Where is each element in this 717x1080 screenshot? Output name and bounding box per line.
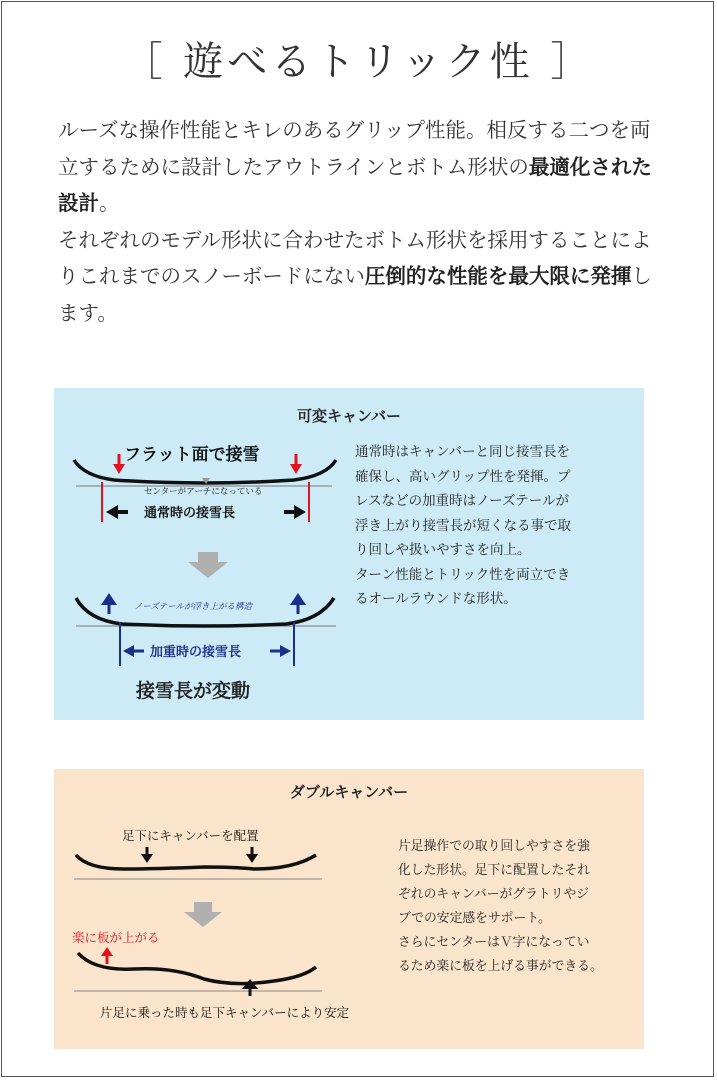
lifted-board [78, 953, 316, 984]
center-arch-label: センターがアーチになっている [144, 487, 263, 497]
loaded-length-label: 加重時の接雪長 [150, 645, 242, 660]
nose-tail-label: ノーズテールが浮き上がる構造 [134, 602, 252, 612]
intro-emphasis-2: 圧倒的な性能を最大限に発揮 [364, 264, 632, 288]
red-up-arrow [101, 947, 113, 964]
stability-label: 片足に乗った時も足下キャンバーにより安定 [100, 1005, 350, 1020]
page-title: ［ 遊べるトリック性 ］ [122, 39, 595, 85]
contact-length-caption: 接雪長が変動 [136, 680, 251, 702]
black-down-arrow-left [141, 847, 153, 863]
double-camber-description: 片足操作での取り回しやすさを強 化した形状。足下に配置したそれ ぞれのキャンバーがグラトリやジ ブでの安定感をサポート。 さらにセンターはＶ字になってい るため楽に板を上げる事ができる。 [398, 839, 603, 974]
normal-length-label: 通常時の接雪長 [144, 506, 236, 521]
variable-camber-title: 可変キャンバー [297, 407, 401, 425]
double-camber-panel [54, 769, 644, 1049]
intro-text [58, 112, 668, 331]
intro-paragraph-2: それぞれのモデル形状に合わせたボトム形状を採用することによりこれまでのスノーボードにない圧倒的な性能を最大限に発揮します。 [58, 227, 652, 325]
intro-emphasis-1: 最適化された設計 [58, 154, 652, 215]
variable-camber-panel [54, 388, 644, 720]
double-camber-title: ダブルキャンバー [289, 783, 409, 801]
easy-lift-label: 楽に板が上がる [72, 930, 160, 945]
transition-arrow [188, 552, 228, 578]
flat-contact-label: フラット面で接雪 [124, 445, 260, 465]
black-down-arrow-right [246, 847, 258, 863]
red-down-arrow-right [290, 454, 302, 474]
intro-paragraph-1: ルーズな操作性能とキレのあるグリップ性能。相反する二つを両立するために設計したアウトラインとボトム形状の最適化された設計。 [58, 118, 652, 215]
variable-camber-description: 通常時はキャンバーと同じ接雪長を 確保し、高いグリップ性を発揮。プ レスなどの加重時はノーズテールが 浮き上がり接雪長が短くなる事で取 り回しや扱いやすさを向上。 ターン性能とトリック性を両立でき るオールラウンドな形状。 [355, 444, 571, 607]
transition-arrow-2 [184, 902, 222, 927]
blue-up-arrow-left [101, 593, 117, 614]
blue-up-arrow-right [290, 593, 306, 614]
camber-position-label: 足下にキャンバーを配置 [122, 828, 259, 843]
double-camber-board [76, 855, 316, 869]
